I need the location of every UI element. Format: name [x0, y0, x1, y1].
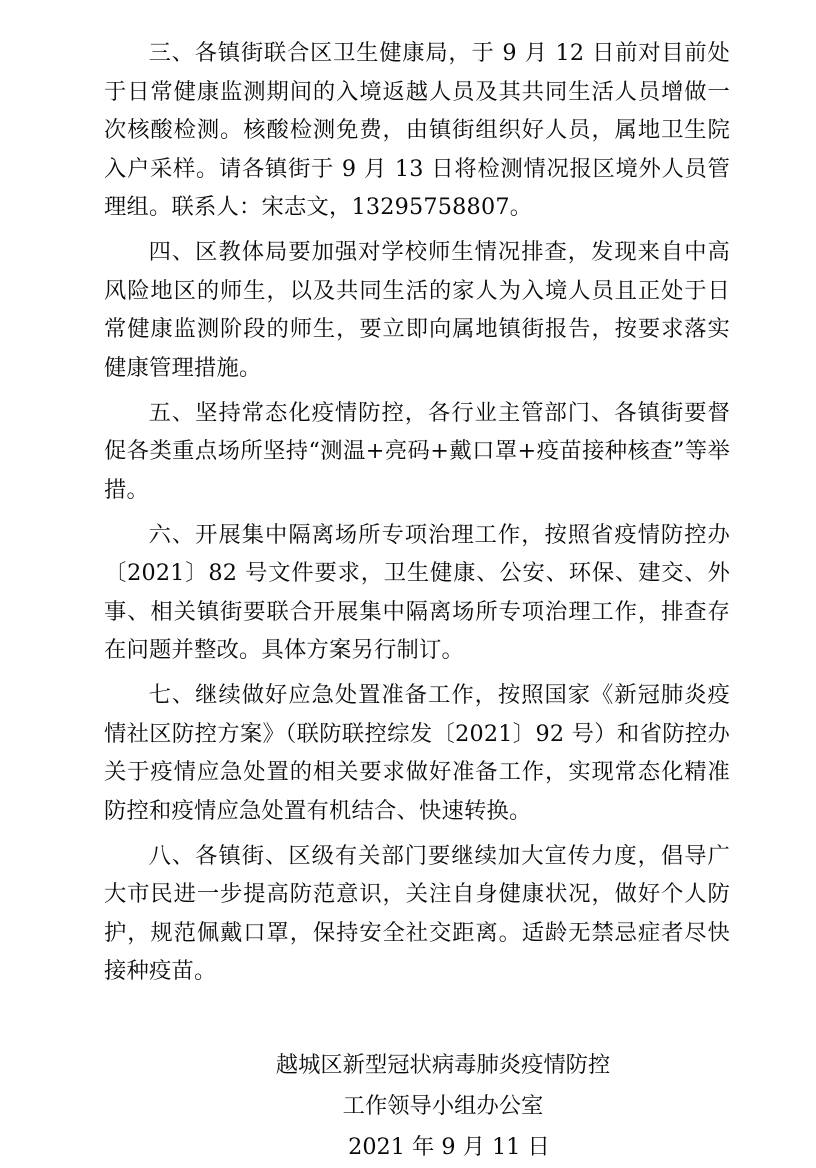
- paragraph-8: 八、各镇街、区级有关部门要继续加大宣传力度，倡导广大市民进一步提高防范意识，关注自身健康状况，做好个人防护，规范佩戴口罩，保持安全社交距离。适龄无禁忌症者尽快接种疫苗。: [104, 842, 730, 984]
- signature-date: 2021 年 9 月 11 日: [348, 1133, 550, 1160]
- signature-block: [104, 1045, 730, 1168]
- document-body: [104, 34, 730, 991]
- paragraph-3: 三、各镇街联合区卫生健康局，于 9 月 12 日前对目前处于日常健康监测期间的入境返越人员及其共同生活人员增做一次核酸检测。核酸检测免费，由镇街组织好人员，属地卫生院入户采样。请各镇街于 9 月 13 日将检测情况报区境外人员管理组。联系人：宋志文，13295758807。: [104, 40, 730, 220]
- paragraph-6: 六、开展集中隔离场所专项治理工作，按照省疫情防控办〔2021〕82 号文件要求，卫生健康、公安、环保、建交、外事、相关镇街要联合开展集中隔离场所专项治理工作，排查存在问题并整改。具体方案另行制订。: [104, 521, 730, 663]
- paragraph-7: 七、继续做好应急处置准备工作，按照国家《新冠肺炎疫情社区防控方案》（联防联控综发〔2021〕92 号）和省防控办关于疫情应急处置的相关要求做好准备工作，实现常态化精准防控和疫情应急处置有机结合、快速转换。: [104, 682, 730, 824]
- signature-organization-line-2: 工作领导小组办公室: [342, 1092, 544, 1119]
- paragraph-5: 五、坚持常态化疫情防控，各行业主管部门、各镇街要督促各类重点场所坚持“测温+亮码+戴口罩+疫苗接种核查”等举措。: [104, 399, 730, 503]
- signature-organization-line-1: 越城区新型冠状病毒肺炎疫情防控: [275, 1051, 611, 1078]
- paragraph-4: 四、区教体局要加强对学校师生情况排查，发现来自中高风险地区的师生，以及共同生活的家人为入境人员且正处于日常健康监测阶段的师生，要立即向属地镇街报告，按要求落实健康管理措施。: [104, 239, 730, 381]
